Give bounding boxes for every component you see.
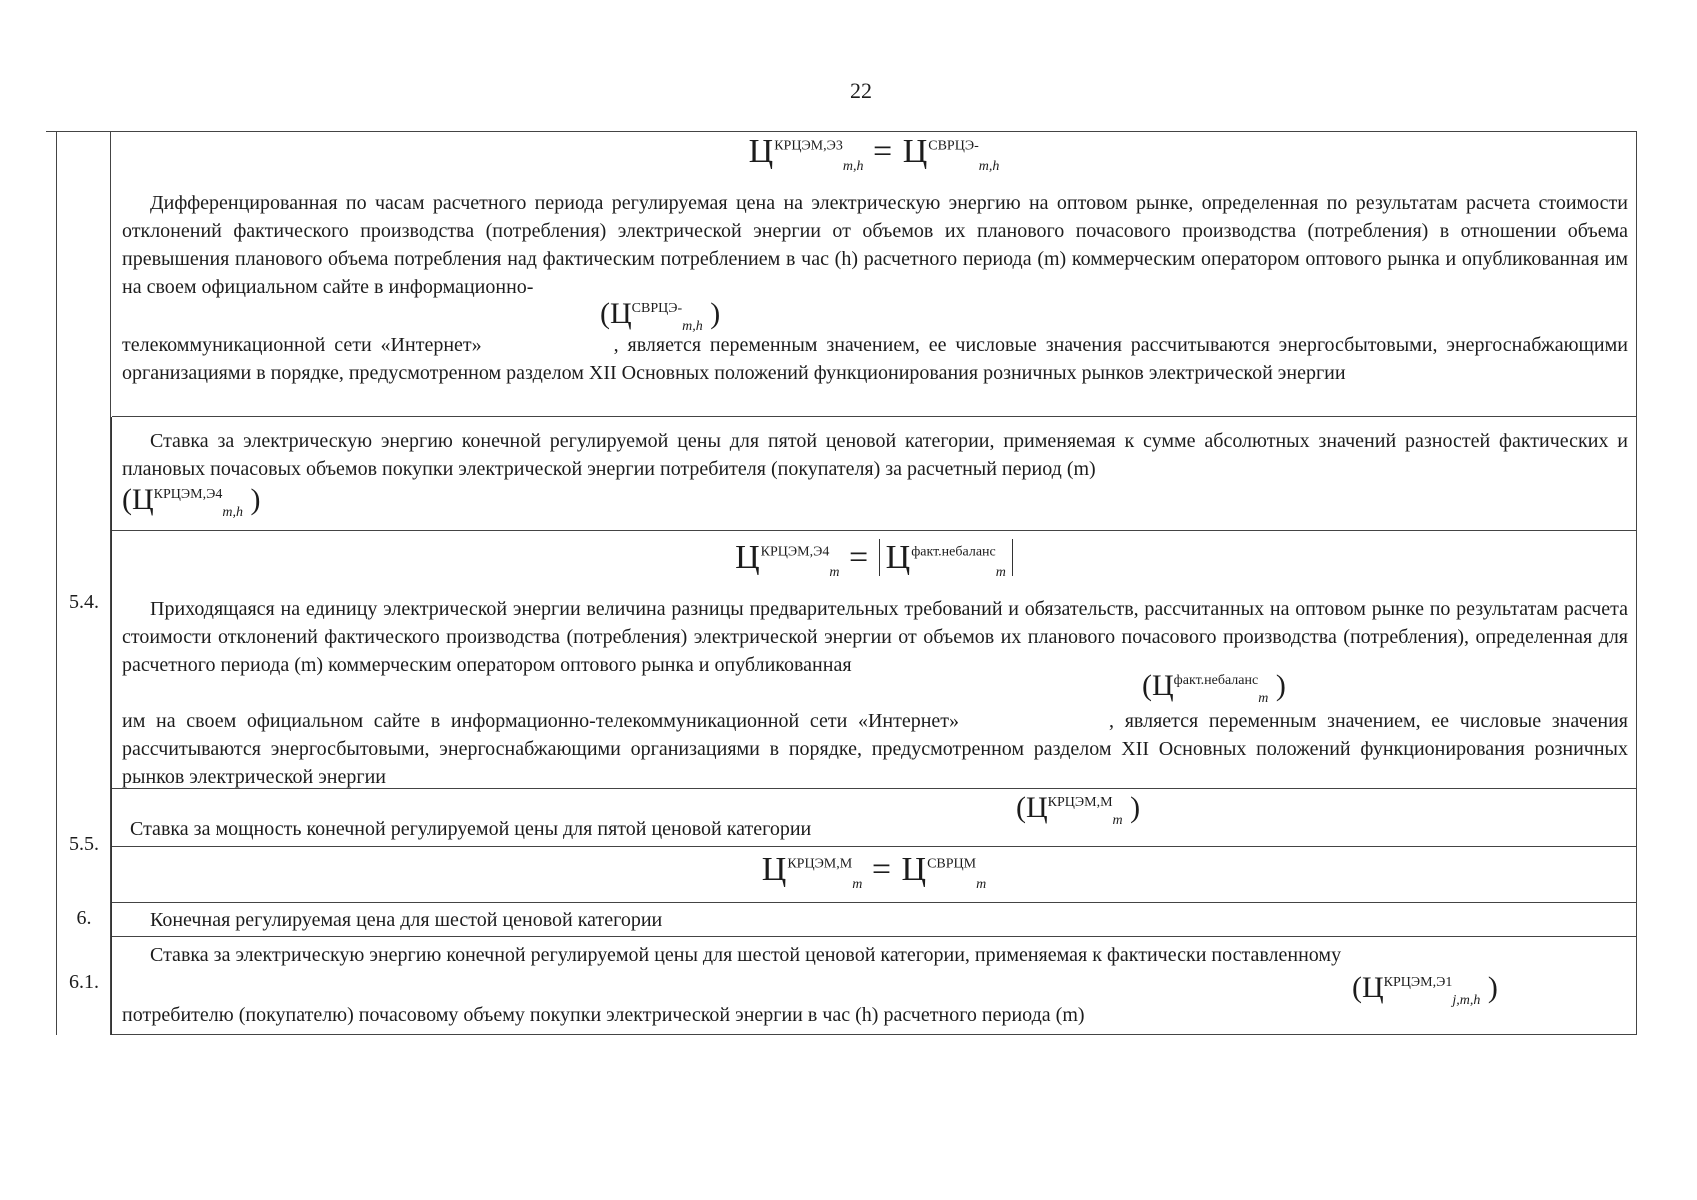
row-6-1-number [56, 937, 112, 1035]
formula-e4-left: $Ц^{КРЦЭМ,Э4}_m$ [735, 539, 840, 580]
row-number: 5.5. [69, 833, 99, 855]
row-5-4-symbol-1: ($Ц^{КРЦЭМ,Э4}_{m,h}$ ) [122, 483, 261, 520]
page-number: 22 [850, 78, 872, 103]
formula-e3-left: $Ц^{КРЦЭМ,Э3}_{m,h}$ [748, 133, 864, 174]
row-5-5-text-1: Ставка за мощность конечной регулируемой цены для пятой ценовой категории [130, 818, 812, 840]
row-5-4-part-1 [112, 417, 1636, 531]
row-5-5-part-1 [112, 789, 1636, 847]
row-continuation-text-1: Дифференцированная по часам расчетного периода регулируемая цена на электрическую энергию на оптовом рынке, определенная по результатам расчета стоимости отклонений фактического производства (потребления) электрической энергии от объемов их планового почасового производства (потребления) в отношении объема превышения планового объема потребления над фактическим потреблением в час (h) расчетного периода (m) коммерческим оператором оптового рынка и опубликованная им на своем официальном сайте в информационно- [122, 192, 1628, 298]
row-number: 5.4. [69, 591, 99, 613]
row-6-1-text-1: Ставка за электрическую энергию конечной регулируемой цены для шестой ценовой категории, применяемая к фактически поставленному [150, 944, 1342, 966]
row-5-5-symbol: ($Ц^{КРЦЭМ,М}_m$ ) [1016, 791, 1141, 828]
formula-e4 [112, 539, 1636, 581]
formula-e4-right: $Ц^{факт.небаланс}_m$ [879, 539, 1013, 576]
row-6 [112, 903, 1636, 937]
row-continuation-text-2: телекоммуникационной сети «Интернет» , является переменным значением, ее числовые значения рассчитываются энергосбытовыми, энергоснабжающими организациями в порядке, предусмотренном разделом XII Основных положений функционирования розничных рынков электрической энергии [122, 334, 1628, 384]
row-5-5-part-2 [112, 847, 1636, 903]
formula-m-right: $Ц^{СВРЦМ}_m$ [901, 851, 987, 892]
row-5-5-number [56, 789, 112, 903]
row-continuation-symbol: ($Ц^{СВРЦЭ-}_{m,h}$ ) [600, 297, 721, 334]
formula-m-left: $Ц^{КРЦЭМ,М}_m$ [761, 851, 863, 892]
row-number: 6. [76, 907, 92, 929]
row-6-1-text-2: потребителю (покупателю) почасовому объему покупки электрической энергии в час (h) расчетного периода (m) [122, 1004, 1085, 1026]
row-6-number [56, 903, 112, 937]
row-5-4-text-2: Приходящаяся на единицу электрической энергии величина разницы предварительных требований и обязательств, рассчитанных на оптовом рынке по результатам расчета стоимости отклонений фактического производства (потребления) электрической энергии от объемов их планового почасового производства (потребления), определенная для расчетного периода (m) коммерческим оператором оптового рынка и опубликованная [122, 598, 1628, 676]
formula-equals: = [871, 851, 893, 888]
row-6-1 [112, 937, 1636, 1035]
formula-e3 [112, 133, 1636, 175]
row-6-1-symbol: ($Ц^{КРЦЭМ,Э1}_{j,m,h}$ ) [1352, 971, 1498, 1008]
tariff-table [56, 131, 1636, 1035]
formula-equals: = [873, 133, 894, 170]
row-6-text: Конечная регулируемая цена для шестой ценовой категории [150, 909, 663, 931]
row-continuation [112, 131, 1636, 417]
row-5-4-part-2 [112, 531, 1636, 789]
formula-m [112, 851, 1636, 893]
formula-e3-right: $Ц^{СВРЦЭ-}_{m,h}$ [902, 133, 1000, 174]
row-5-4-number [56, 417, 112, 789]
row-5-4-text-1: Ставка за электрическую энергию конечной регулируемой цены для пятой ценовой категории, применяемая к сумме абсолютных значений разностей фактических и плановых почасовых объемов покупки электрической энергии потребителя (покупателя) за расчетный период (m) [122, 430, 1628, 480]
row-number: 6.1. [69, 971, 99, 993]
table-right-border [1636, 131, 1637, 1035]
row-5-4-symbol-2: ($Ц^{факт.небаланс}_m$ ) [1142, 669, 1286, 706]
formula-equals: = [848, 539, 870, 576]
row-5-4-text-3: им на своем официальном сайте в информационно-телекоммуникационной сети «Интернет» , является переменным значением, ее числовые значения рассчитываются энергосбытовыми, энергоснабжающими организациями в порядке, предусмотренном разделом XII Основных положений функционирования розничных рынков электрической энергии [122, 710, 1628, 788]
